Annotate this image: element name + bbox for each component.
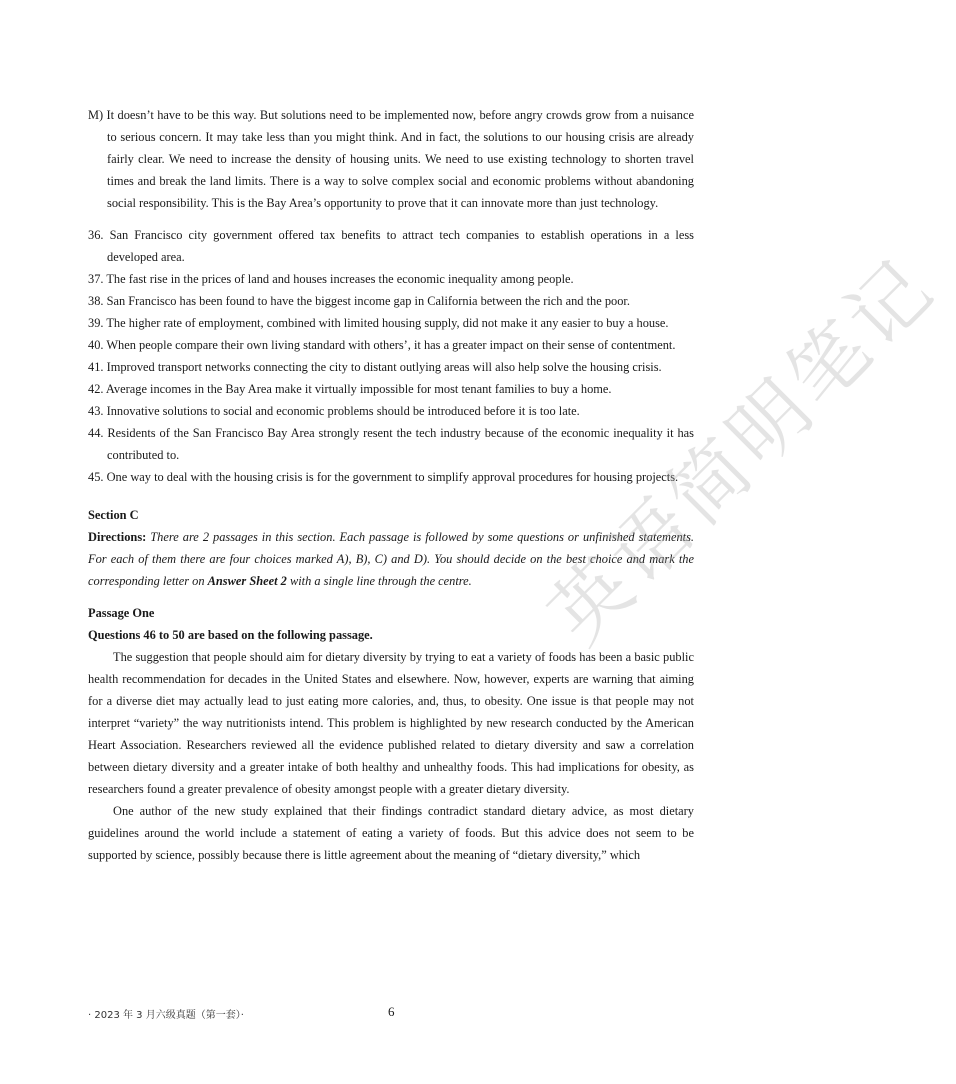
statement-40: 40. When people compare their own living standard with others’, it has a greater impact on their sense of contentment. xyxy=(88,338,676,352)
passage-paragraph-1: The suggestion that people should aim for dietary diversity by trying to eat a variety of foods has been a basic public health recommendation for decades in the United States and elsewhere. Now, however, experts are warning that aiming for a diverse diet may actually lead to just eating more calories, and, thus, to obesity. One issue is that people may not interpret “variety” the way nutritionists intend. This problem is highlighted by new research conducted by the American Heart Association. Researchers reviewed all the evidence published related to dietary diversity and saw a correlation between dietary diversity and a greater intake of both healthy and unhealthy foods. This had implications for obesity, as researchers found a greater prevalence of obesity amongst people with a greater dietary diversity. xyxy=(88,650,694,796)
section-c-directions xyxy=(88,526,694,592)
statement-42: 42. Average incomes in the Bay Area make it virtually impossible for most tenant families to buy a home. xyxy=(88,382,612,396)
answer-sheet-emphasis: Answer Sheet 2 xyxy=(207,574,287,588)
statement-44: 44. Residents of the San Francisco Bay Area strongly resent the tech industry because of the economic inequality it has contributed to. xyxy=(88,426,694,462)
statements-list xyxy=(88,224,694,488)
statement-43: 43. Innovative solutions to social and economic problems should be introduced before it is too late. xyxy=(88,404,580,418)
statement-37: 37. The fast rise in the prices of land and houses increases the economic inequality among people. xyxy=(88,272,574,286)
watermark: 英语简明笔记 xyxy=(532,241,953,662)
footer-exam-label: · 2023 年 3 月六级真题（第一套）· xyxy=(88,1010,244,1021)
statement-38: 38. San Francisco has been found to have the biggest income gap in California between the rich and the poor. xyxy=(88,294,630,308)
passage-one-title: Passage One xyxy=(88,606,155,620)
statement-41: 41. Improved transport networks connecting the city to distant outlying areas will also help solve the housing crisis. xyxy=(88,360,662,374)
section-c-title: Section C xyxy=(88,508,139,522)
directions-text-2: with a single line through the centre. xyxy=(286,574,472,588)
page-footer xyxy=(88,1006,694,1026)
directions-label: Directions: xyxy=(88,530,147,544)
statement-45: 45. One way to deal with the housing crisis is for the government to simplify approval procedures for housing projects. xyxy=(88,470,679,484)
paragraph-m: M) It doesn’t have to be this way. But solutions need to be implemented now, before angry crowds grow from a nuisance to serious concern. It may take less than you might think. And in fact, the solutions to our housing crisis are already fairly clear. We need to increase the density of housing units. We need to use existing technology to shorten travel times and break the land limits. There is a way to solve complex social and economic problems without abandoning social responsibility. This is the Bay Area’s opportunity to prove that it can innovate more than just technology. xyxy=(88,108,694,210)
statement-36: 36. San Francisco city government offered tax benefits to attract tech companies to establish operations in a less developed area. xyxy=(88,228,694,264)
passage-one-subtitle: Questions 46 to 50 are based on the following passage. xyxy=(88,628,373,642)
directions-text-1: There are 2 passages in this section. Each passage is followed by some questions or unfinished statements. For each of them there are four choices marked A), B), C) and D). You should decide on the best choice and mark the corresponding letter on xyxy=(88,530,694,588)
page-number: 6 xyxy=(388,1004,395,1019)
statement-39: 39. The higher rate of employment, combined with limited housing supply, did not make it any easier to buy a house. xyxy=(88,316,669,330)
page-content xyxy=(88,104,694,866)
passage-paragraph-2: One author of the new study explained that their findings contradict standard dietary advice, as most dietary guidelines around the world include a statement of eating a variety of foods. But this advice does not seem to be supported by science, possibly because there is little agreement about the meaning of “dietary diversity,” which xyxy=(88,804,694,862)
